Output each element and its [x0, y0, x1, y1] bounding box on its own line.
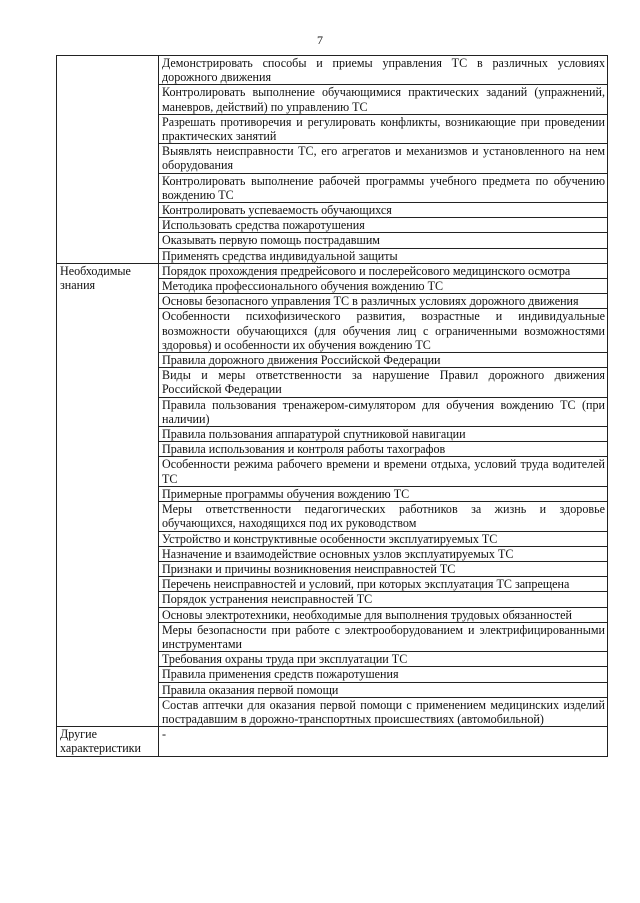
requirement-item-cell: Основы электротехники, необходимые для выполнения трудовых обязанностей: [159, 607, 608, 622]
requirement-item-cell: Устройство и конструктивные особенности эксплуатируемых ТС: [159, 531, 608, 546]
section-label-cell: Необходимые знания: [57, 263, 159, 726]
requirement-item-cell: Правила применения средств пожаротушения: [159, 667, 608, 682]
table-row: [57, 727, 608, 756]
requirement-item-cell: Признаки и причины возникновения неисправностей ТС: [159, 561, 608, 576]
requirement-item-cell: Требования охраны труда при эксплуатации ТС: [159, 652, 608, 667]
requirement-item-cell: Основы безопасного управления ТС в различных условиях дорожного движения: [159, 294, 608, 309]
requirement-item-cell: Правила использования и контроля работы тахографов: [159, 442, 608, 457]
requirement-item-cell: Виды и меры ответственности за нарушение Правил дорожного движения Российской Федерации: [159, 368, 608, 397]
requirement-item-cell: Выявлять неисправности ТС, его агрегатов и механизмов и установленного на нем оборудования: [159, 144, 608, 173]
requirement-item-cell: Оказывать первую помощь пострадавшим: [159, 233, 608, 248]
requirement-item-cell: Меры ответственности педагогических работников за жизнь и здоровье обучающихся, находящихся под их руководством: [159, 502, 608, 531]
requirement-item-cell: Контролировать успеваемость обучающихся: [159, 203, 608, 218]
requirement-item-cell: Использовать средства пожаротушения: [159, 218, 608, 233]
page-number: 7: [317, 33, 323, 47]
requirement-item-cell: Меры безопасности при работе с электрооборудованием и электрифицированными инструментами: [159, 622, 608, 651]
requirements-table-body: [57, 56, 608, 757]
requirement-item-cell: Разрешать противоречия и регулировать конфликты, возникающие при проведении практических занятий: [159, 114, 608, 143]
section-label-cell: [57, 56, 159, 264]
requirement-item-cell: Правила пользования тренажером-симулятором для обучения вождению ТС (при наличии): [159, 397, 608, 426]
requirement-item-cell: Контролировать выполнение обучающимися практических заданий (упражнений, маневров, действий) по управлению ТС: [159, 85, 608, 114]
requirement-item-cell: Правила пользования аппаратурой спутниковой навигации: [159, 427, 608, 442]
table-row: [57, 263, 608, 278]
requirement-item-cell: Особенности режима рабочего времени и времени отдыха, условий труда водителей ТС: [159, 457, 608, 486]
requirement-item-cell: Контролировать выполнение рабочей программы учебного предмета по обучению вождению ТС: [159, 173, 608, 202]
requirement-item-cell: Назначение и взаимодействие основных узлов эксплуатируемых ТС: [159, 546, 608, 561]
requirement-item-cell: Порядок прохождения предрейсового и послерейсового медицинского осмотра: [159, 263, 608, 278]
section-label-cell: Другие характеристики: [57, 727, 159, 756]
table-row: [57, 56, 608, 85]
requirement-item-cell: Состав аптечки для оказания первой помощи с применением медицинских изделий пострадавшим в дорожно-транспортных происшествиях (автомобильной): [159, 697, 608, 726]
requirement-item-cell: Особенности психофизического развития, возрастные и индивидуальные возможности обучающихся (для обучения лиц с ограниченными возможностями здоровья) и особенности их обучения вождению ТС: [159, 309, 608, 353]
requirement-item-cell: -: [159, 727, 608, 756]
requirement-item-cell: Примерные программы обучения вождению ТС: [159, 486, 608, 501]
requirement-item-cell: Применять средства индивидуальной защиты: [159, 248, 608, 263]
requirements-table: [56, 55, 608, 757]
requirement-item-cell: Методика профессионального обучения вождению ТС: [159, 279, 608, 294]
requirement-item-cell: Правила оказания первой помощи: [159, 682, 608, 697]
requirement-item-cell: Правила дорожного движения Российской Федерации: [159, 353, 608, 368]
requirement-item-cell: Демонстрировать способы и приемы управления ТС в различных условиях дорожного движения: [159, 56, 608, 85]
requirement-item-cell: Порядок устранения неисправностей ТС: [159, 592, 608, 607]
requirement-item-cell: Перечень неисправностей и условий, при которых эксплуатация ТС запрещена: [159, 577, 608, 592]
